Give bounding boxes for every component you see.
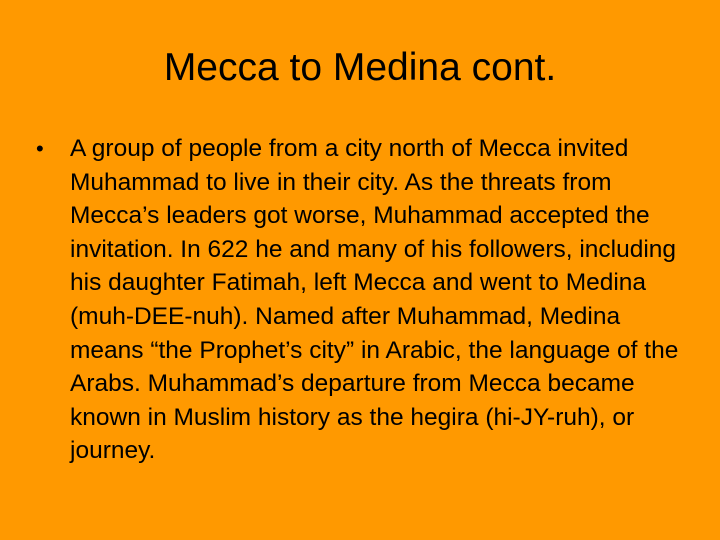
bullet-list: [36, 132, 686, 468]
bullet-item: [36, 132, 686, 468]
bullet-text: A group of people from a city north of Mecca invited Muhammad to live in their city. As the threats from Mecca’s leaders got worse, Muhammad accepted the invitation. In 622 he and many of his followers, including his daughter Fatimah, left Mecca and went to Medina (muh-DEE-nuh). Named after Muhammad, Medina means “the Prophet’s city” in Arabic, the language of the Arabs. Muhammad’s departure from Mecca became known in Muslim history as the hegira (hi-JY-ruh), or journey.: [70, 135, 679, 465]
slide-title: Mecca to Medina cont.: [163, 46, 557, 89]
bullet-marker: •: [36, 136, 44, 161]
